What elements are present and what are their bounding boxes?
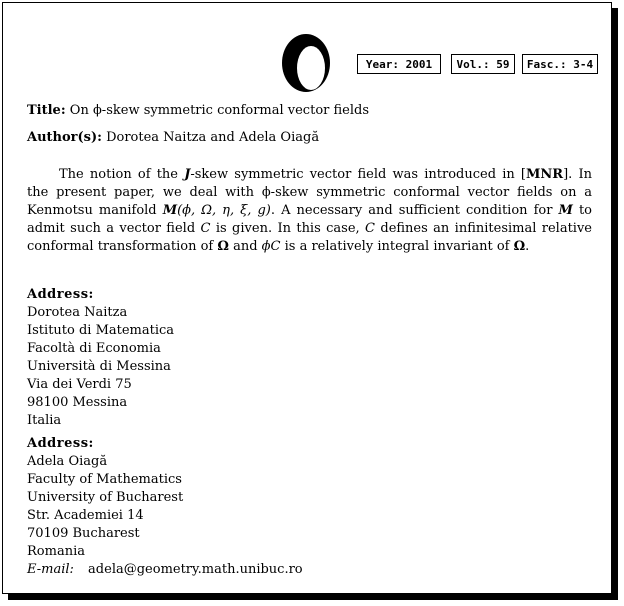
address-line: 70109 Bucharest xyxy=(27,526,140,541)
address-line: Adela Oiagă xyxy=(27,454,108,469)
address-line: Istituto di Matematica xyxy=(27,323,175,338)
address-line: Dorotea Naitza xyxy=(27,305,128,320)
volume-box: Vol.: 59 xyxy=(451,54,515,74)
title-label: Title: xyxy=(27,103,66,118)
address-line: University of Bucharest xyxy=(27,490,184,505)
document-page xyxy=(2,2,612,594)
address-line: Str. Academiei 14 xyxy=(27,508,144,523)
email-address[interactable]: adela@geometry.math.unibuc.ro xyxy=(88,562,303,577)
reference-mnr: MNR xyxy=(526,167,564,182)
address-line: 98100 Messina xyxy=(27,395,128,410)
authors-label: Author(s): xyxy=(27,130,102,145)
address-block-1 xyxy=(27,286,174,430)
paper-title: On ϕ-skew symmetric conformal vector fields xyxy=(69,103,370,118)
address-line: Facoltà di Economia xyxy=(27,341,161,356)
year-box: Year: 2001 xyxy=(357,54,441,74)
address-line: Università di Messina xyxy=(27,359,171,374)
address-line: Faculty of Mathematics xyxy=(27,472,182,487)
address-line: Italia xyxy=(27,413,62,428)
address-line: Romania xyxy=(27,544,85,559)
authors-line xyxy=(27,130,319,145)
address-heading: Address: xyxy=(27,436,94,451)
abstract: The notion of the J-skew symmetric vector field was introduced in [MNR]. In the present paper, we deal with ϕ-skew symmetric conformal vector fields on a Kenmotsu manifold M(ϕ, Ω, η, ξ, g). A necessary and sufficient condition for M to admit such a vector field C is given. In this case, C defines an infinitesimal relative conformal transformation of Ω and ϕC is a relatively integral invariant of Ω. xyxy=(27,167,592,254)
email-line xyxy=(27,561,303,579)
email-label: E-mail: xyxy=(27,562,74,577)
address-block-2 xyxy=(27,435,303,579)
paper-authors: Dorotea Naitza and Adela Oiagă xyxy=(106,130,320,145)
journal-logo xyxy=(278,31,334,95)
title-line xyxy=(27,103,369,118)
address-line: Via dei Verdi 75 xyxy=(27,377,132,392)
address-heading: Address: xyxy=(27,287,94,302)
fascicle-box: Fasc.: 3-4 xyxy=(522,54,598,74)
